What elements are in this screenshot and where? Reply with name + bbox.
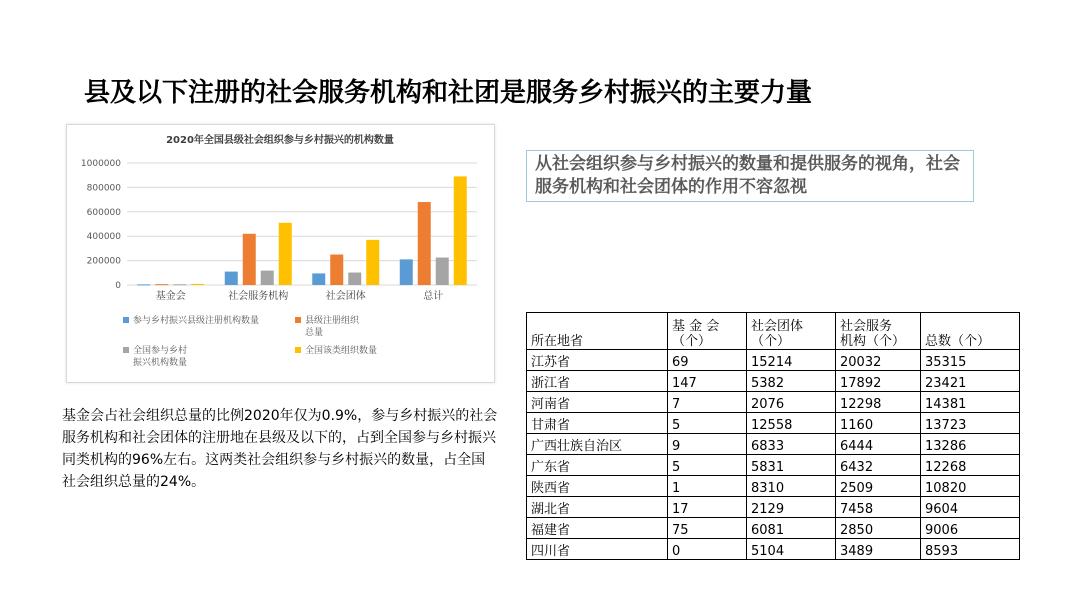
- cell-province: 四川省: [527, 539, 668, 560]
- bar: [155, 284, 168, 285]
- cell-social-group: 15214: [747, 350, 836, 371]
- cell-service-org: 17892: [836, 371, 921, 392]
- cell-province: 湖北省: [527, 497, 668, 518]
- cell-total: 10820: [921, 476, 1020, 497]
- cell-province: 福建省: [527, 518, 668, 539]
- table-row: [527, 476, 1020, 497]
- cell-social-group: 5831: [747, 455, 836, 476]
- cell-service-org: 3489: [836, 539, 921, 560]
- table-row: [527, 371, 1020, 392]
- cell-service-org: 20032: [836, 350, 921, 371]
- bar: [279, 223, 292, 285]
- bar: [366, 240, 379, 285]
- cell-service-org: 6432: [836, 455, 921, 476]
- cell-service-org: 1160: [836, 413, 921, 434]
- legend-swatch: [123, 317, 129, 323]
- table-row: [527, 413, 1020, 434]
- legend-swatch: [295, 317, 301, 323]
- header-service-org: 社会服务 机构（个）: [836, 313, 921, 350]
- cell-service-org: 6444: [836, 434, 921, 455]
- y-tick-label: 200000: [86, 256, 121, 267]
- cell-social-group: 12558: [747, 413, 836, 434]
- x-tick-label: 社会服务机构: [228, 291, 289, 302]
- bar: [348, 273, 361, 285]
- cell-foundation: 69: [668, 350, 747, 371]
- cell-total: 13723: [921, 413, 1020, 434]
- cell-total: 35315: [921, 350, 1020, 371]
- y-tick-label: 600000: [86, 207, 121, 218]
- bar: [191, 284, 204, 285]
- table-row: [527, 434, 1020, 455]
- cell-foundation: 7: [668, 392, 747, 413]
- bar: [400, 259, 413, 285]
- cell-social-group: 2076: [747, 392, 836, 413]
- table-row: [527, 539, 1020, 560]
- legend-swatch: [295, 347, 301, 353]
- table-row: [527, 455, 1020, 476]
- page-title: 县及以下注册的社会服务机构和社团是服务乡村振兴的主要力量: [84, 78, 813, 108]
- summary-paragraph: 基金会占社会组织总量的比例2020年仅为0.9%，参与乡村振兴的社会服务机构和社会团体的注册地在县级及以下的，占到全国参与乡村振兴同类机构的96%左右。这两类社会组织参与乡村振兴的数量，占全国社会组织总量的24%。: [62, 408, 498, 490]
- table-header-row: [527, 313, 1020, 350]
- x-tick-label: 社会团体: [325, 291, 366, 302]
- cell-province: 陕西省: [527, 476, 668, 497]
- y-tick-label: 800000: [86, 183, 121, 194]
- cell-foundation: 0: [668, 539, 747, 560]
- legend-label: 全国该类组织数量: [305, 346, 378, 356]
- y-tick-label: 0: [115, 281, 121, 291]
- cell-total: 12268: [921, 455, 1020, 476]
- cell-social-group: 8310: [747, 476, 836, 497]
- cell-total: 23421: [921, 371, 1020, 392]
- cell-total: 14381: [921, 392, 1020, 413]
- cell-social-group: 6081: [747, 518, 836, 539]
- cell-foundation: 9: [668, 434, 747, 455]
- cell-province: 广东省: [527, 455, 668, 476]
- cell-foundation: 17: [668, 497, 747, 518]
- legend-swatch: [123, 347, 129, 353]
- bar: [312, 273, 325, 285]
- legend-label: 参与乡村振兴县级注册机构数量: [133, 316, 260, 326]
- cell-service-org: 12298: [836, 392, 921, 413]
- header-foundation: 基 金 会 （个）: [668, 313, 747, 350]
- bar-chart: [67, 125, 494, 382]
- cell-social-group: 6833: [747, 434, 836, 455]
- chart-panel: [66, 124, 495, 383]
- bar: [436, 258, 449, 285]
- cell-province: 广西壮族自治区: [527, 434, 668, 455]
- cell-service-org: 7458: [836, 497, 921, 518]
- bar: [454, 176, 467, 285]
- cell-social-group: 5382: [747, 371, 836, 392]
- y-tick-label: 400000: [86, 232, 121, 243]
- x-tick-label: 基金会: [155, 291, 186, 302]
- legend-label: 县级注册组织总量: [305, 316, 360, 338]
- y-tick-label: 1000000: [80, 159, 121, 169]
- cell-foundation: 147: [668, 371, 747, 392]
- cell-foundation: 75: [668, 518, 747, 539]
- x-tick-label: 总计: [423, 291, 444, 302]
- cell-foundation: 1: [668, 476, 747, 497]
- callout-box: 从社会组织参与乡村振兴的数量和提供服务的视角，社会服务机构和社会团体的作用不容忽视: [526, 150, 974, 202]
- cell-social-group: 5104: [747, 539, 836, 560]
- cell-province: 江苏省: [527, 350, 668, 371]
- province-table: [526, 312, 1020, 560]
- cell-service-org: 2509: [836, 476, 921, 497]
- cell-service-org: 2850: [836, 518, 921, 539]
- header-total: 总数（个）: [921, 313, 1020, 350]
- bar: [243, 234, 256, 285]
- cell-social-group: 2129: [747, 497, 836, 518]
- bar: [261, 271, 274, 285]
- bar: [173, 284, 186, 285]
- cell-total: 8593: [921, 539, 1020, 560]
- cell-total: 9604: [921, 497, 1020, 518]
- table-row: [527, 518, 1020, 539]
- legend-label: 全国参与乡村振兴机构数量: [133, 346, 188, 368]
- bar: [137, 284, 150, 285]
- table-row: [527, 350, 1020, 371]
- table-row: [527, 497, 1020, 518]
- cell-province: 河南省: [527, 392, 668, 413]
- header-province: 所在地省: [527, 313, 668, 350]
- cell-province: 甘肃省: [527, 413, 668, 434]
- cell-province: 浙江省: [527, 371, 668, 392]
- cell-total: 13286: [921, 434, 1020, 455]
- table-row: [527, 392, 1020, 413]
- cell-foundation: 5: [668, 413, 747, 434]
- bar: [225, 272, 238, 285]
- header-social-group: 社会团体 （个）: [747, 313, 836, 350]
- cell-total: 9006: [921, 518, 1020, 539]
- bar: [418, 202, 431, 285]
- bar: [330, 255, 343, 286]
- chart-title: 2020年全国县级社会组织参与乡村振兴的机构数量: [166, 135, 394, 146]
- cell-foundation: 5: [668, 455, 747, 476]
